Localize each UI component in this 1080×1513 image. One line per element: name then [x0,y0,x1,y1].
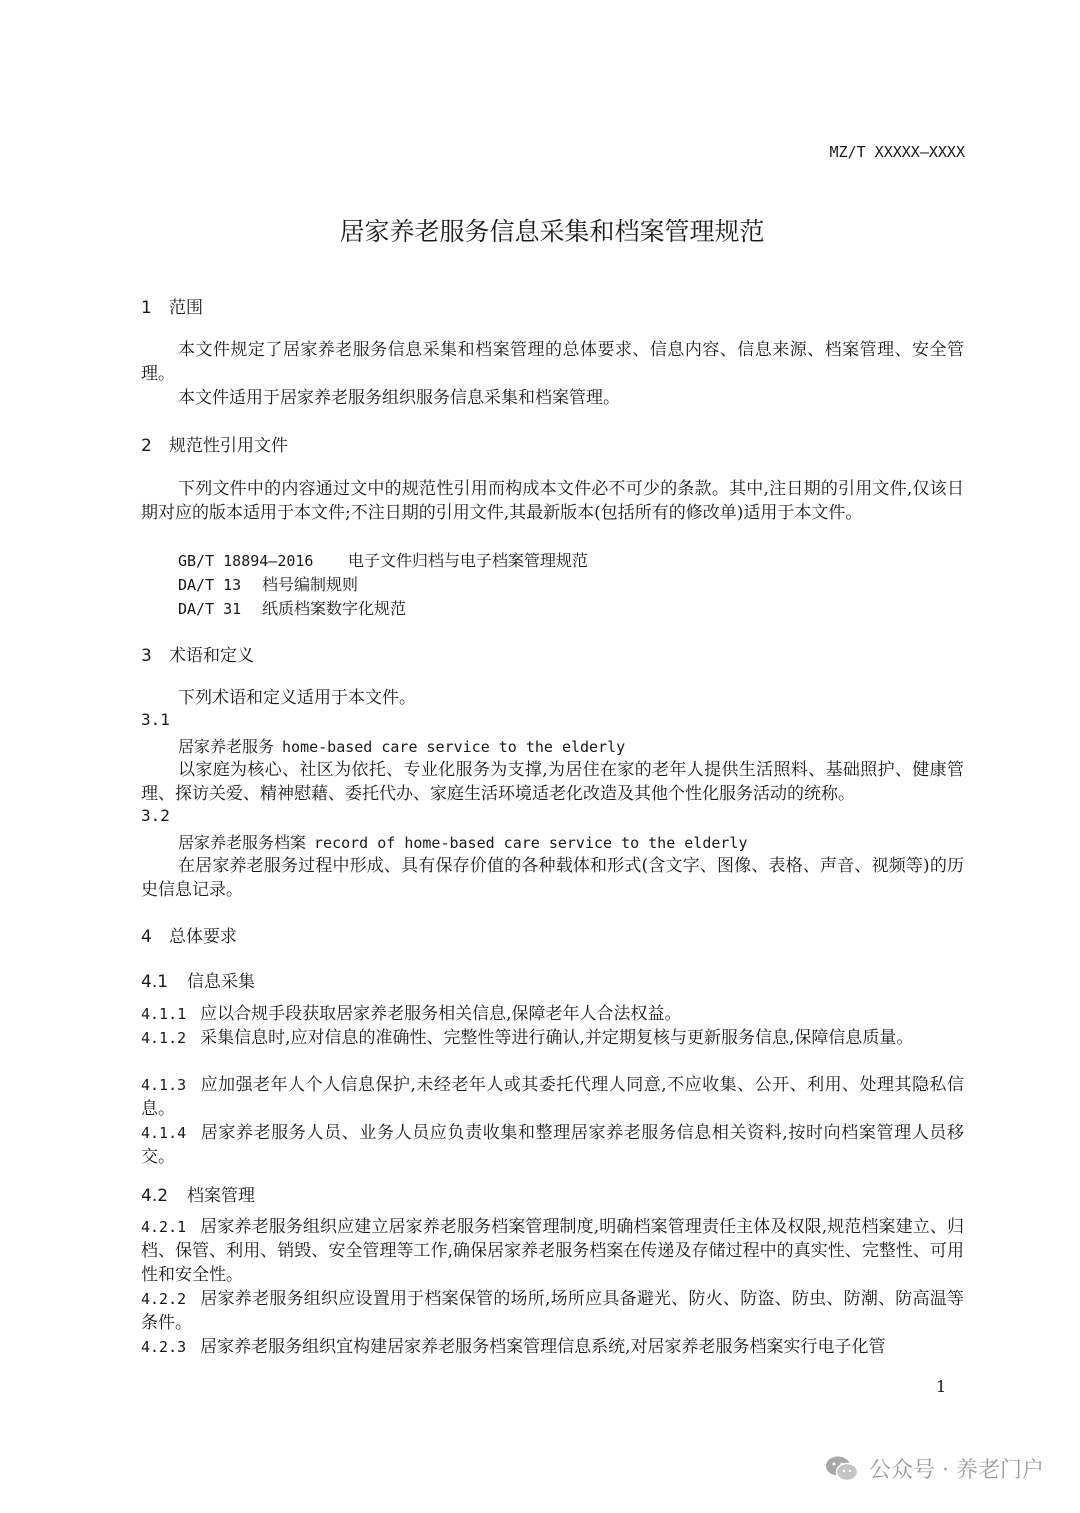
clause [141,1287,964,1335]
term-definition: 在居家养老服务过程中形成、具有保存价值的各种载体和形式(含文字、图像、表格、声音、视频等)的历史信息记录。 [141,856,964,900]
document-number: MZ/T XXXXX—XXXX [829,143,965,161]
wechat-icon [825,1455,859,1483]
section-number: 2 [141,436,152,456]
clause-number: 4.2.1 [141,1218,187,1236]
clause-number: 4.1.4 [141,1124,187,1142]
paragraph: 下列文件中的内容通过文中的规范性引用而构成本文件必不可少的条款。其中,注日期的引用文件,仅该日期对应的版本适用于本文件;不注日期的引用文件,其最新版本(包括所有的修改单)适用于本文件。 [141,479,964,523]
clause [141,1073,964,1121]
watermark [825,1453,1044,1484]
section-number: 3 [141,646,152,666]
term-zh: 居家养老服务档案 [178,833,307,852]
section-1-heading [141,293,203,318]
clause [141,1215,964,1287]
clause-text: 居家养老服务人员、业务人员应负责收集和整理居家养老服务信息相关资料,按时向档案管理人员移交。 [141,1123,964,1167]
clause-number: 4.2.2 [141,1290,187,1308]
subsection-number: 4.1 [141,972,169,992]
clause [141,1121,964,1169]
paragraph: 本文件适用于居家养老服务组织服务信息采集和档案管理。 [178,388,620,408]
clause-number: 4.1.2 [141,1029,187,1047]
subsection-number: 4.2 [141,1186,169,1206]
subsection-4-2-heading [141,1181,255,1206]
subsection-4-1-heading [141,967,255,992]
term-title [178,830,748,853]
reference-name: 纸质档案数字化规范 [262,599,407,618]
clause [141,1002,964,1026]
clause-number: 4.1.3 [141,1076,187,1094]
section-2-heading [141,431,288,456]
clause-number: 4.2.3 [141,1338,187,1356]
term-zh: 居家养老服务 [178,737,275,756]
page-title: 居家养老服务信息采集和档案管理规范 [339,217,765,246]
reference-item [178,548,588,571]
term-en: record of home-based care service to the elderly [314,834,748,852]
subsection-title: 档案管理 [187,1186,255,1206]
page-number: 1 [936,1377,947,1396]
section-title: 范围 [169,298,203,318]
section-number: 1 [141,298,152,318]
reference-item [178,596,406,619]
clause-text: 采集信息时,应对信息的准确性、完整性等进行确认,并定期复核与更新服务信息,保障信息质量。 [200,1028,914,1048]
clause [141,1335,964,1359]
watermark-text: 公众号 · 养老门户 [869,1458,1044,1483]
section-number: 4 [141,927,152,947]
term-number: 3.2 [141,806,170,825]
reference-code: DA/T 31 [178,600,242,618]
paragraph: 本文件规定了居家养老服务信息采集和档案管理的总体要求、信息内容、信息来源、档案管理、安全管理。 [141,340,964,384]
reference-item [178,572,358,595]
clause-text: 居家养老服务组织宜构建居家养老服务档案管理信息系统,对居家养老服务档案实行电子化管 [200,1337,886,1357]
section-4-heading [141,922,237,947]
section-3-heading [141,641,254,666]
clause-text: 应加强老年人个人信息保护,未经老年人或其委托代理人同意,不应收集、公开、利用、处理其隐私信息。 [141,1075,964,1119]
reference-code: DA/T 13 [178,576,242,594]
term-definition: 以家庭为核心、社区为依托、专业化服务为支撑,为居住在家的老年人提供生活照料、基础照护、健康管理、探访关爱、精神慰藉、委托代办、家庭生活环境适老化改造及其他个性化服务活动的统称。 [141,760,964,804]
section-title: 术语和定义 [169,646,254,666]
reference-name: 档号编制规则 [262,575,359,594]
clause-number: 4.1.1 [141,1005,187,1023]
term-number: 3.1 [141,710,170,729]
clause-text: 居家养老服务组织应建立居家养老服务档案管理制度,明确档案管理责任主体及权限,规范档案建立、归档、保管、利用、销毁、安全管理等工作,确保居家养老服务档案在传递及存储过程中的真实性、完整性、可用性和安全性。 [141,1217,964,1285]
clause [141,1026,964,1050]
clause-text: 应以合规手段获取居家养老服务相关信息,保障老年人合法权益。 [200,1004,682,1024]
reference-code: GB/T 18894—2016 [178,552,314,570]
section-title: 规范性引用文件 [169,436,288,456]
paragraph: 下列术语和定义适用于本文件。 [178,688,416,708]
reference-name: 电子文件归档与电子档案管理规范 [348,551,589,570]
term-en: home-based care service to the elderly [282,738,626,756]
term-title [178,734,625,757]
section-title: 总体要求 [169,927,237,947]
subsection-title: 信息采集 [187,972,255,992]
clause-text: 居家养老服务组织应设置用于档案保管的场所,场所应具备避光、防火、防盗、防虫、防潮、防高温等条件。 [141,1289,964,1333]
